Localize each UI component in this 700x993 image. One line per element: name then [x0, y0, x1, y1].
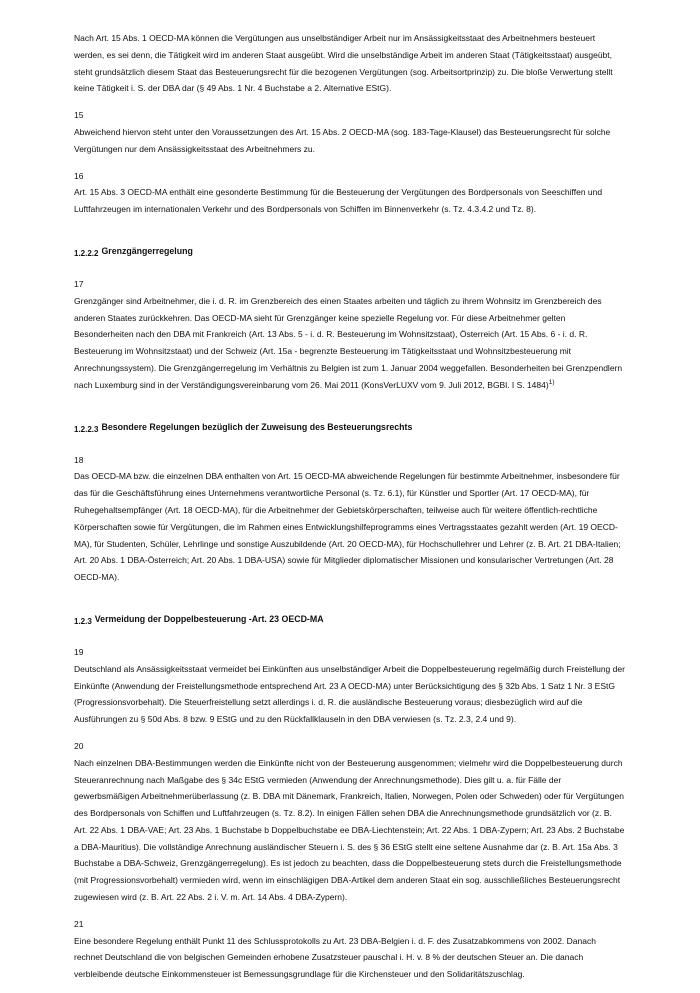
- paragraph-text: Art. 15 Abs. 3 OECD-MA enthält eine gesonderte Bestimmung für die Besteuerung der Vergütungen des Bordpersonals von Seeschiffen und Luftfahrzeugen im internationalen Verkehr und des Bordpersonals von Schiffen im Binnenverkehr (s. Tz. 4.3.4.2 und Tz. 8).: [74, 187, 603, 215]
- section-number: 1.2.2.2: [74, 248, 99, 258]
- paragraph-number: 15: [74, 110, 84, 121]
- section-title: Besondere Regelungen bezüglich der Zuweisung des Besteuerungsrechts: [101, 421, 413, 432]
- paragraph-text: Abweichend hiervon steht unter den Voraussetzungen des Art. 15 Abs. 2 OECD-MA (sog. 183-Tage-Klausel) das Besteuerungsrecht für solche Vergütungen nur dem Ansässigkeitsstaat des Arbeitnehmers zu.: [74, 126, 611, 154]
- paragraph-number: 19: [74, 646, 84, 657]
- document-page: [74, 30, 626, 993]
- paragraph-text: Deutschland als Ansässigkeitsstaat vermeidet bei Einkünften aus unselbständiger Arbeit die Doppelbesteuerung regelmäßig durch Freistellung der Einkünfte (Anwendung der Freistellungsmethode entsprechend Art. 23 A OECD-MA) unter Berücksichtigung des § 32b Abs. 1 Satz 1 Nr. 3 EStG (Progressionsvorbehalt). Die Steuerfreistellung setzt allerdings i. d. R. die ausländische Besteuerung voraus; diesbezüglich wird auf die Ausführungen zu § 50d Abs. 8 bzw. 9 EStG und zu den Rückfallklauseln in den DBA verwiesen (s. Tz. 2.3, 2.4 und 9).: [74, 663, 625, 725]
- paragraph-body: Grenzgänger sind Arbeitnehmer, die i. d. R. im Grenzbereich des einen Staates arbeiten und täglich zu ihrem Wohnsitz im Grenzbereich des anderen Staates zurückkehren. Das OECD-MA sieht für Grenzgänger keine spezielle Regelung vor. Für diese Arbeitnehmer gelten Besonderheiten nach den DBA mit Frankreich (Art. 13 Abs. 5 - i. d. R. Besteuerung im Wohnsitzstaat), Österreich (Art. 15 Abs. 6 - i. d. R. Besteuerung im Wohnsitzstaat) und der Schweiz (Art. 15a - begrenzte Besteuerung im Tätigkeitsstaat und Wohnsitzbesteuerung mit Anrechnungssystem). Die Grenzgängerregelung im Verhältnis zu Belgien ist zum 1. Januar 2004 weggefallen. Besonderheiten bei Grenzpendlern nach Luxemburg sind in der Verständigungsvereinbarung vom 26. Mai 2011 (KonsVerLUXV vom 9. Juli 2012, BGBl. I S. 1484): [74, 295, 623, 390]
- paragraph-text: Eine besondere Regelung enthält Punkt 11 des Schlussprotokolls zu Art. 23 DBA-Belgien i. d. F. des Zusatzabkommens von 2002. Danach rechnet Deutschland die von belgischen Gemeinden erhobene Zusatzsteuer pauschal i. H. v. 8 % der deutschen Steuer an. Die danach verbleibende deutsche Einkommensteuer ist Bemessungsgrundlage für die Kirchensteuer und den Solidaritätszuschlag.: [74, 935, 596, 980]
- section-heading: [74, 420, 626, 434]
- footnote-marker[interactable]: 1): [548, 378, 555, 386]
- section-title: Vermeidung der Doppelbesteuerung -Art. 23 OECD-MA: [94, 613, 324, 624]
- section-number: 1.2.2.3: [74, 424, 99, 434]
- paragraph-number: 20: [74, 740, 84, 751]
- paragraph-number: 21: [74, 918, 84, 929]
- section-number: 1.2.3: [74, 616, 92, 626]
- paragraph-number: 18: [74, 454, 84, 465]
- section-heading: [74, 244, 626, 258]
- section-title: Grenzgängerregelung: [101, 245, 193, 256]
- intro-paragraph: Nach Art. 15 Abs. 1 OECD-MA können die Vergütungen aus unselbständiger Arbeit nur im Ansässigkeitsstaat des Arbeitnehmers besteuert werden, es sei denn, die Tätigkeit wird im anderen Staat ausgeübt. Wird die unselbständige Arbeit im anderen Staat (Tätigkeitsstaat) ausgeübt, steht grundsätzlich diesem Staat das Besteuerungsrecht für die bezogenen Vergütungen (sog. Arbeitsortprinzip) zu. Die bloße Verwertung stellt keine Tätigkeit i. S. der DBA dar (§ 49 Abs. 1 Nr. 4 Buchstabe a 2. Alternative EStG).: [74, 33, 613, 94]
- paragraph-text: Das OECD-MA bzw. die einzelnen DBA enthalten von Art. 15 OECD-MA abweichende Regelungen für bestimmte Arbeitnehmer, insbesondere für das für die Geschäftsführung eines Unternehmens verantwortliche Personal (s. Tz. 6.1), für Künstler und Sportler (Art. 17 OECD-MA), für Ruhegehaltsempfänger (Art. 18 OECD-MA), für die Arbeitnehmer der Gebietskörperschaften, teilweise auch für weitere öffentlich-rechtliche Körperschaften sowie für Vergütungen, die im Rahmen eines Entwicklungshilfeprogramms eines Vertragsstaates gezahlt werden (Art. 19 OECD-MA), für Studenten, Schüler, Lehrlinge und sonstige Auszubildende (Art. 20 OECD-MA), für Hochschullehrer und Lehrer (z. B. Art. 21 DBA-Italien; Art. 20 Abs. 1 DBA-Österreich; Art. 20 Abs. 1 DBA-USA) sowie für Mitglieder diplomatischer Missionen und konsularischer Vertretungen (Art. 28 OECD-MA).: [74, 471, 621, 583]
- paragraph-text: [74, 293, 626, 394]
- paragraph-text: Nach einzelnen DBA-Bestimmungen werden die Einkünfte nicht von der Besteuerung ausgenommen; vielmehr wird die Doppelbesteuerung durch Steueranrechnung nach Maßgabe des § 34c EStG vermieden (Anwendung der Anrechnungsmethode). Dies gilt u. a. für Fälle der gewerbsmäßigen Arbeitnehmerüberlassung (z. B. DBA mit Dänemark, Frankreich, Italien, Norwegen, Polen oder Schweden) oder für Vergütungen des Bordpersonals von Schiffen und Luftfahrzeugen (s. Tz. 8.2). In einigen Fällen sehen DBA die Anrechnungsmethode grundsätzlich vor (z. B. Art. 22 Abs. 1 DBA-VAE; Art. 23 Abs. 1 Buchstabe b Doppelbuchstabe ee DBA-Liechtenstein; Art. 22 Abs. 1 DBA-Zypern; Art. 23 Abs. 2 Buchstabe a DBA-Mauritius). Die vollständige Anrechnung ausländischer Steuern i. S. des § 36 EStG stellt eine seltene Ausnahme dar (z. B. Art. 15a Abs. 3 Buchstabe a DBA-Schweiz, Grenzgängerregelung). Es ist jedoch zu beachten, dass die Doppelbesteuerung stets durch die Freistellungsmethode (mit Progressionsvorbehalt) vermieden wird, wenn im einschlägigen DBA-Artikel dem anderen Staat ein sog. ausschließliches Besteuerungsrecht zugewiesen wird (z. B. Art. 22 Abs. 2 i. V. m. Art. 14 Abs. 4 DBA-Zypern).: [74, 757, 625, 903]
- paragraph-number: 16: [74, 170, 84, 181]
- paragraph-number: 17: [74, 278, 84, 289]
- section-heading: [74, 612, 626, 626]
